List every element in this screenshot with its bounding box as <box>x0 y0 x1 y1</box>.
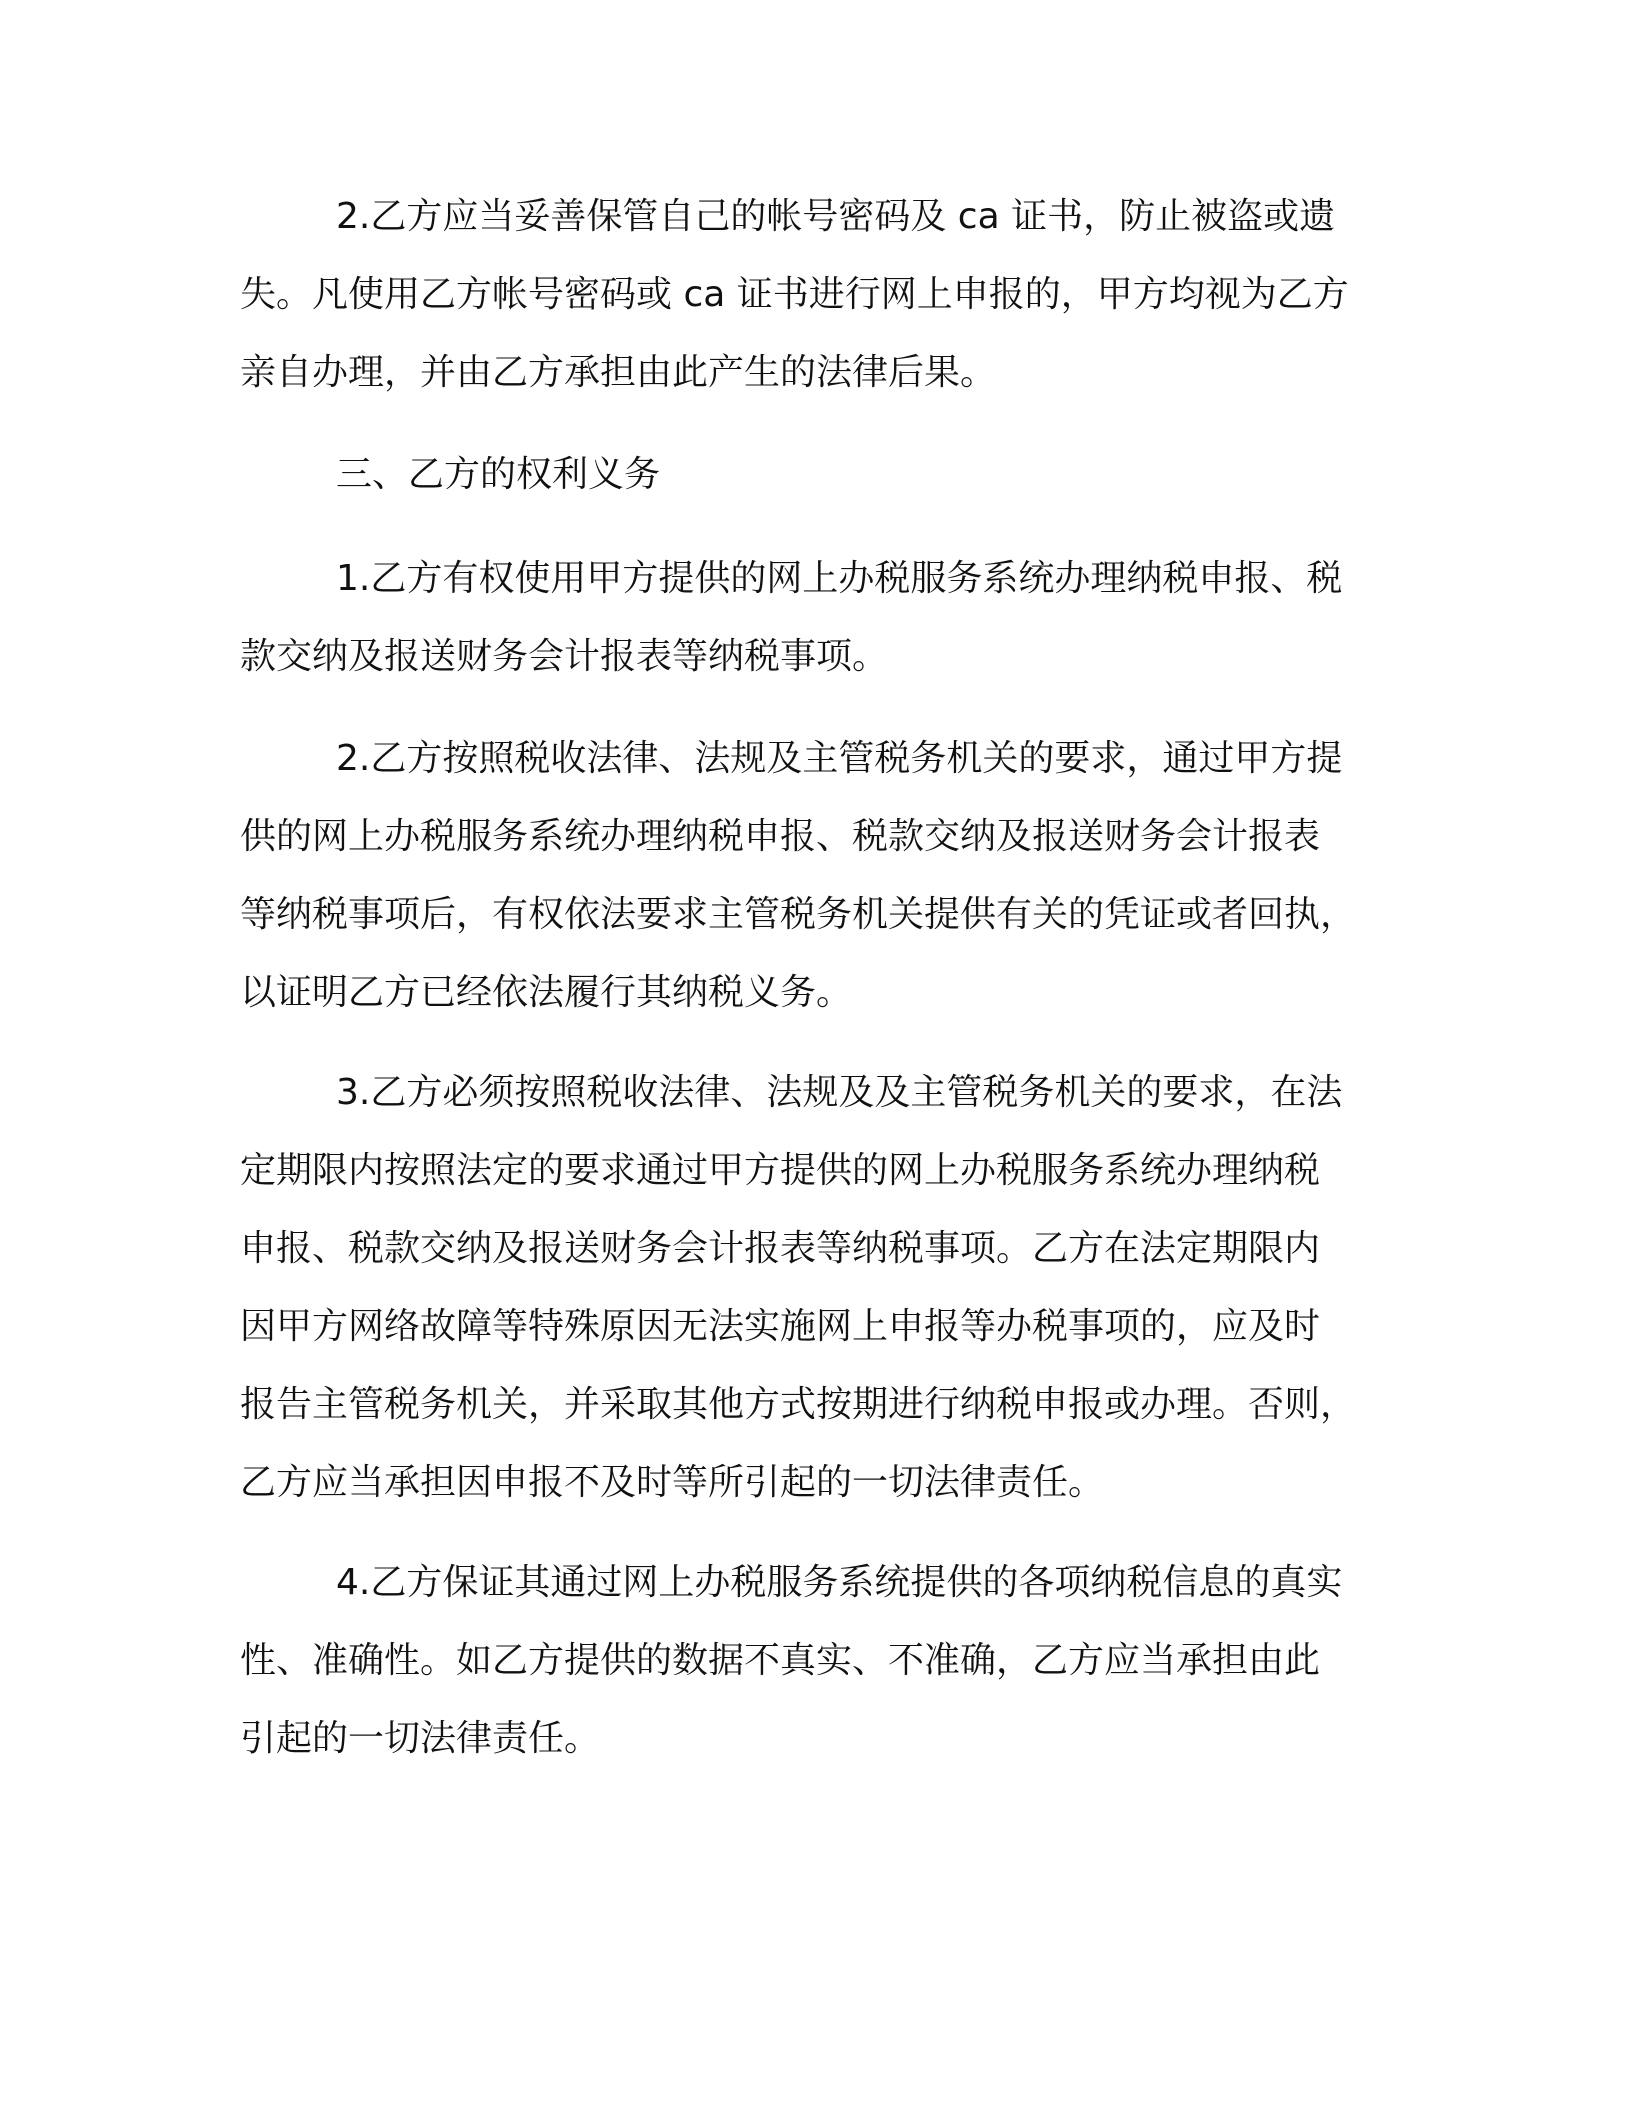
paragraph-line: 亲自办理，并由乙方承担由此产生的法律后果。 <box>240 352 997 393</box>
paragraph-line: 以证明乙方已经依法履行其纳税义务。 <box>240 972 853 1013</box>
paragraph-data-accuracy <box>240 1544 1370 1778</box>
section-heading: 三、乙方的权利义务 <box>336 454 661 495</box>
paragraph-line: 乙方应当承担因申报不及时等所引起的一切法律责任。 <box>240 1462 1105 1503</box>
paragraph-account-security <box>240 178 1370 412</box>
paragraph-line: 等纳税事项后，有权依法要求主管税务机关提供有关的凭证或者回执， <box>240 894 1357 935</box>
paragraph-line: 申报、税款交纳及报送财务会计报表等纳税事项。乙方在法定期限内 <box>240 1228 1321 1269</box>
paragraph-line: 定期限内按照法定的要求通过甲方提供的网上办税服务系统办理纳税 <box>240 1150 1321 1191</box>
paragraph-line: 4.乙方保证其通过网上办税服务系统提供的各项纳税信息的真实 <box>336 1562 1343 1603</box>
paragraph-line: 失。凡使用乙方帐号密码或 ca 证书进行网上申报的，甲方均视为乙方 <box>240 274 1349 315</box>
paragraph-line: 3.乙方必须按照税收法律、法规及及主管税务机关的要求，在法 <box>336 1072 1343 1113</box>
paragraph-line: 款交纳及报送财务会计报表等纳税事项。 <box>240 636 889 677</box>
paragraph-line: 性、准确性。如乙方提供的数据不真实、不准确，乙方应当承担由此 <box>240 1640 1321 1681</box>
paragraph-line: 2.乙方按照税收法律、法规及主管税务机关的要求，通过甲方提 <box>336 738 1343 779</box>
paragraph-line: 2.乙方应当妥善保管自己的帐号密码及 ca 证书，防止被盗或遗 <box>336 196 1336 237</box>
paragraph-right-to-receipt <box>240 720 1370 1032</box>
paragraph-deadline-obligation <box>240 1054 1370 1522</box>
paragraph-right-to-use <box>240 540 1370 696</box>
paragraph-line: 1.乙方有权使用甲方提供的网上办税服务系统办理纳税申报、税 <box>336 558 1343 599</box>
paragraph-line: 报告主管税务机关，并采取其他方式按期进行纳税申报或办理。否则， <box>240 1384 1357 1425</box>
section-heading-rights-obligations <box>240 436 1370 514</box>
paragraph-line: 供的网上办税服务系统办理纳税申报、税款交纳及报送财务会计报表 <box>240 816 1321 857</box>
paragraph-line: 因甲方网络故障等特殊原因无法实施网上申报等办税事项的，应及时 <box>240 1306 1321 1347</box>
paragraph-line: 引起的一切法律责任。 <box>240 1718 601 1759</box>
